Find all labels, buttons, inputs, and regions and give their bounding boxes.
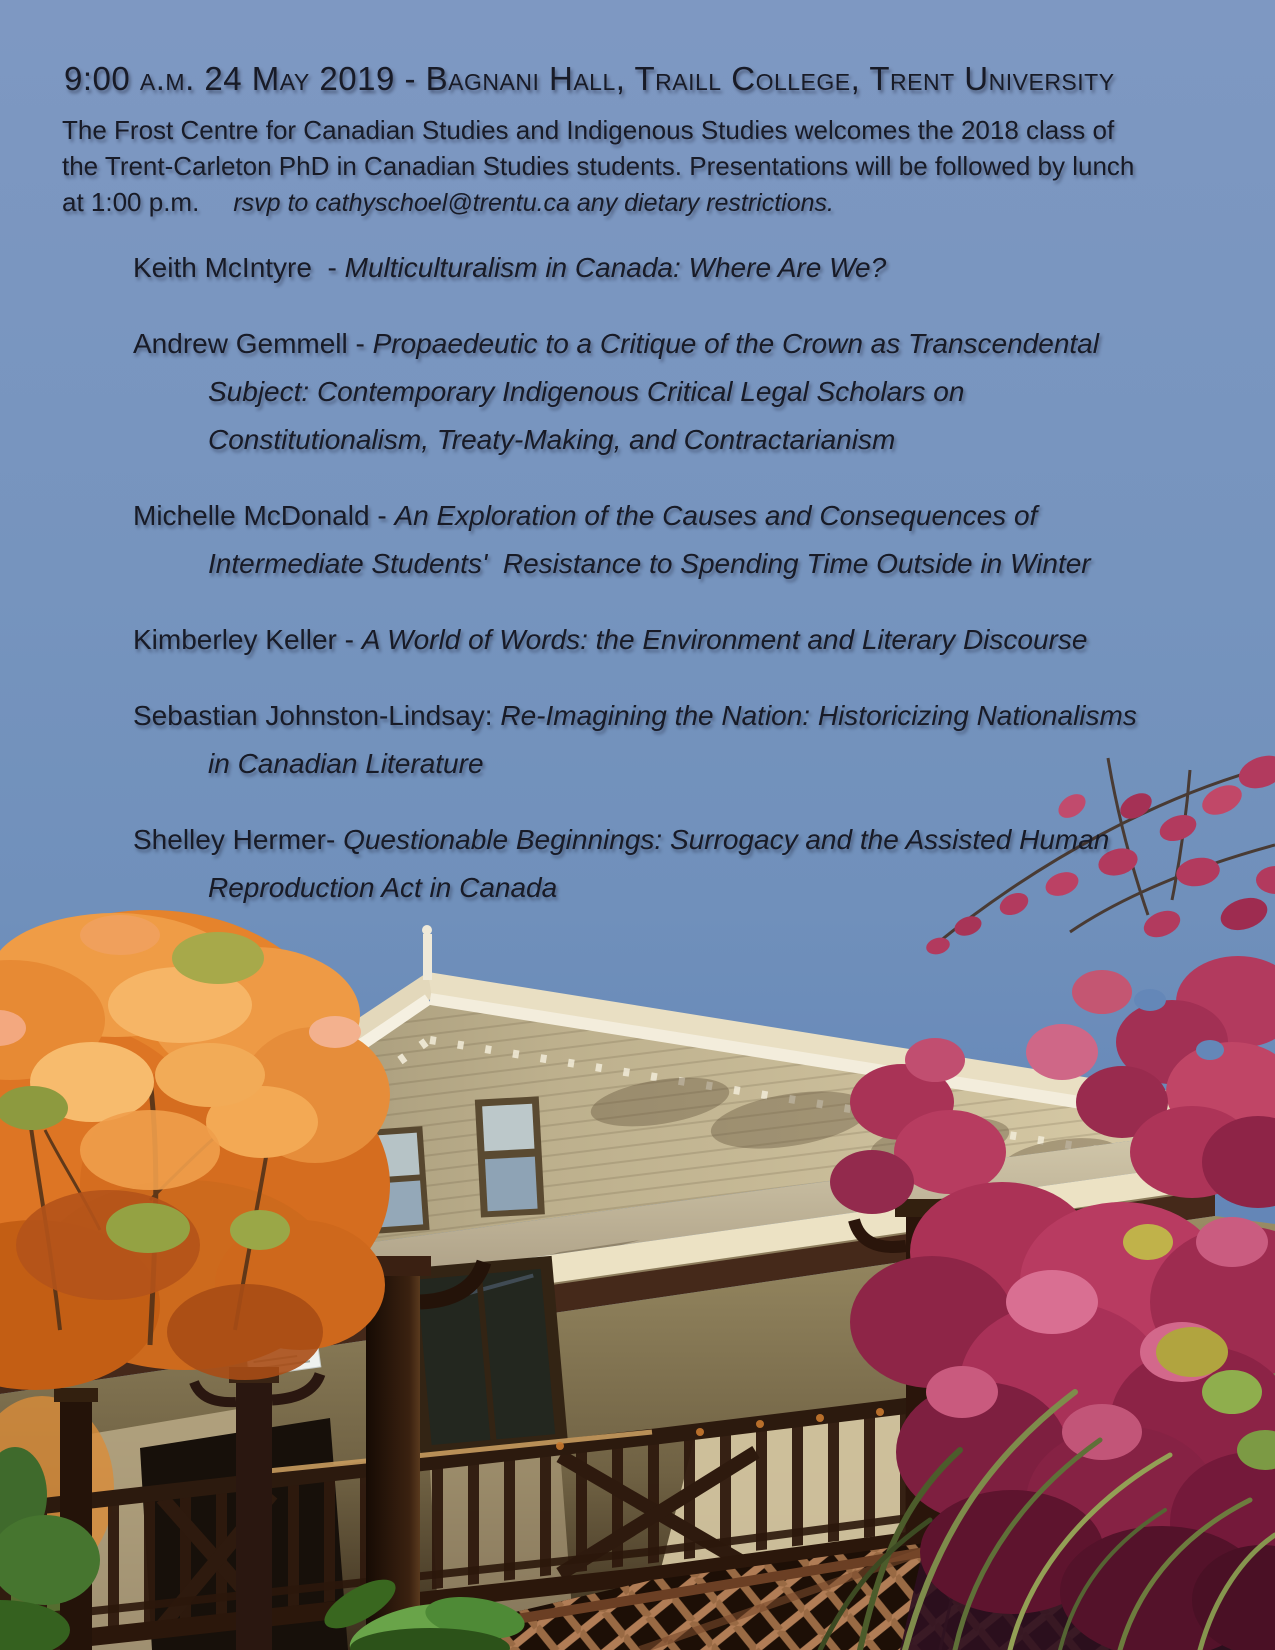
separator: - <box>369 500 395 531</box>
presenter-name: Keith McIntyre <box>133 252 312 283</box>
presentation-item <box>133 320 1145 464</box>
presenter-name: Michelle McDonald <box>133 500 370 531</box>
separator: - <box>347 328 373 359</box>
rsvp-note: rsvp to cathyschoel@trentu.ca any dietary restrictions. <box>233 189 834 217</box>
event-intro <box>62 112 1154 221</box>
separator: - <box>336 624 362 655</box>
presenter-name: Sebastian Johnston-Lindsay <box>133 700 485 731</box>
event-title: 9:00 a.m. 24 May 2019 - Bagnani Hall, Traill College, Trent University <box>64 60 1115 97</box>
presentation-title: Propaedeutic to a Critique of the Crown as Transcendental Subject: Contemporary Indigenous Critical Legal Scholars on Constitutionalism, Treaty-Making, and Contractarianism <box>208 328 1107 455</box>
presentation-title: An Exploration of the Causes and Consequences of Intermediate Students' Resistance to Spending Time Outside in Winter <box>208 500 1091 579</box>
presentation-title: Questionable Beginnings: Surrogacy and the Assisted Human Reproduction Act in Canada <box>208 824 1118 903</box>
intro-text: The Frost Centre for Canadian Studies and Indigenous Studies welcomes the 2018 class of the Trent-Carleton PhD in Canadian Studies students. Presentations will be followed by lunch at 1:00 p.m. <box>62 115 1135 217</box>
presenter-name: Kimberley Keller <box>133 624 337 655</box>
presentation-item <box>133 492 1145 588</box>
presentation-list <box>133 244 1145 940</box>
separator: - <box>311 252 345 283</box>
presenter-name: Andrew Gemmell <box>133 328 348 359</box>
presentation-item <box>133 816 1143 912</box>
separator: : <box>484 700 501 731</box>
presentation-item <box>133 244 1145 292</box>
separator: - <box>325 824 344 855</box>
presenter-name: Shelley Hermer <box>133 824 326 855</box>
presentation-title: A World of Words: the Environment and Literary Discourse <box>361 624 1088 655</box>
presentation-title: Multiculturalism in Canada: Where Are We? <box>344 252 887 283</box>
presentation-item <box>133 616 1145 664</box>
presentation-title: Re-Imagining the Nation: Historicizing Nationalisms in Canadian Literature <box>208 700 1145 779</box>
presentation-item <box>133 692 1145 788</box>
